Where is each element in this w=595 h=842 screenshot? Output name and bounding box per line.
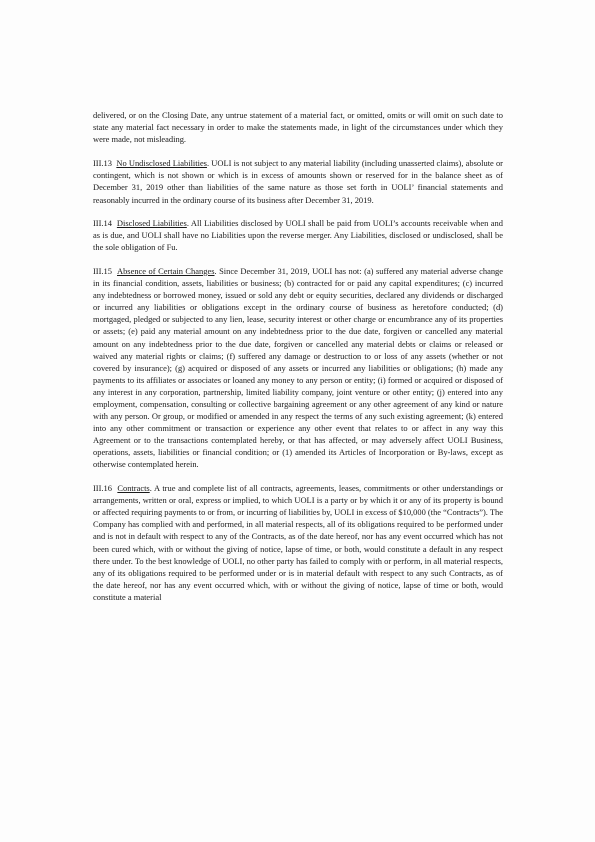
- section-title: No Undisclosed Liabilities: [116, 158, 207, 169]
- section-iii-14: [93, 217, 503, 253]
- document-body: [93, 109, 503, 603]
- section-body: . Since December 31, 2019, UOLI has not: (a) suffered any material adverse change in its financial condition, assets, liabilities or business; (b) contracted for or paid any capital expenditures; (c) incurred any indebtedness or borrowed money, issued or sold any debt or equity securities, declared any dividends or discharged or incurred any liabilities or obligations except in the ordinary course of business as heretofore conducted; (d) mortgaged, pledged or subjected to any lien, lease, security interest or other charge or encumbrance any of its properties or assets; (e) paid any material amount on any indebtedness prior to the due date, forgiven or cancelled any material amount on any indebtedness prior to the due date, forgiven or cancelled any material debts or claims or released or waived any material rights or claims; (f) suffered any damage or destruction to or loss of any assets (whether or not covered by insurance); (g) acquired or disposed of any assets or incurred any liabilities or obligations; (h) made any payments to its affiliates or associates or loaned any money to any person or entity; (i) formed or acquired or disposed of any interest in any corporation, partnership, limited liability company, joint venture or other entity; (j) entered into any employment, compensation, consulting or collective bargaining agreement or any other agreement of any kind or nature with any person. Or group, or modified or amended in any respect the terms of any such existing agreement; (k) entered into any other commitment or transaction or experience any other event that relates to or affect in any way this Agreement or to the transactions contemplated hereby, or that has affected, or may adversely affect UOLI Business, operations, assets, liabilities or financial condition; or (1) amended its Articles of Incorporation or By-laws, except as otherwise contemplated herein.: [93, 265, 503, 470]
- section-body: . All Liabilities disclosed by UOLI shall be paid from UOLI’s accounts receivable when and as is due, and UOLI shall have no Liabilities upon the reverse merger. Any Liabilities, disclosed or undisclosed, shall be the sole obligation of Fu.: [93, 218, 503, 253]
- paragraph-text: delivered, or on the Closing Date, any untrue statement of a material fact, or omitted, omits or will omit on such date to state any material fact necessary in order to make the statements made, in light of the circumstances under which they were made, not misleading.: [93, 110, 503, 145]
- section-iii-13: [93, 157, 503, 205]
- section-body: . A true and complete list of all contracts, agreements, leases, commitments or other understandings or arrangements, written or oral, express or implied, to which UOLI is a party or by which it or any of its property is bound or affected requiring payments to or from, or incurring of liabilities by, UOLI in excess of $10,000 (the “Contracts”). The Company has complied with and performed, in all material respects, all of its obligations required to be performed under and is not in default with respect to any of the Contracts, as of the date hereof, nor has any event occurred which has not been cured which, with or without the giving of notice, lapse of time, or both, would constitute a default in any respect there under. To the best knowledge of UOLI, no other party has failed to comply with or perform, in all material respects, any of its obligations required to be performed under or is in material default with respect to any such Contracts, as of the date hereof, nor has any event occurred which, with or without the giving of notice, lapse of time or both, would constitute a material: [93, 483, 504, 602]
- section-number: III.13: [93, 158, 112, 169]
- section-title: Absence of Certain Changes: [117, 265, 215, 276]
- section-number: III.16: [93, 483, 112, 494]
- section-title: Disclosed Liabilities: [116, 218, 187, 229]
- paragraph-continuation: [93, 109, 503, 145]
- section-body: . UOLI is not subject to any material liability (including unasserted claims), absolute or contingent, which is not shown or which is in excess of amounts shown or reserved for in the balance sheet as of December 31, 2019 other than liabilities of the same nature as those set forth in UOLI’ financial statements and reasonably incurred in the ordinary course of its business after December 31, 2019.: [93, 158, 503, 205]
- section-number: III.14: [93, 218, 112, 229]
- section-number: III.15: [93, 265, 112, 276]
- section-iii-16: [93, 482, 503, 603]
- section-iii-15: [93, 265, 503, 471]
- section-title: Contracts: [117, 483, 150, 494]
